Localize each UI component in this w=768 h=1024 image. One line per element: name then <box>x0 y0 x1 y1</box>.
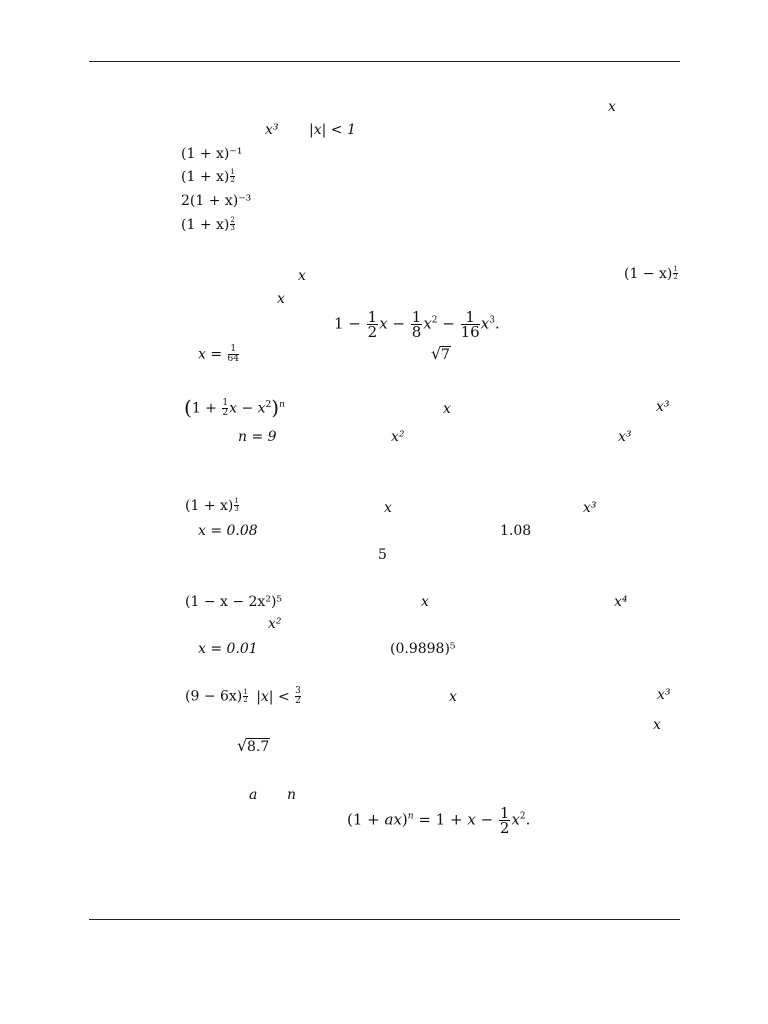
q7-n-var: n <box>287 787 297 803</box>
q1-x-var: x <box>608 99 616 115</box>
q5-x-value: x = 0.01 <box>198 641 258 657</box>
q3-x-var: x <box>443 401 451 417</box>
q2-base-expression <box>624 265 678 283</box>
q2-sqrt-7 <box>431 346 451 364</box>
q1-expression-d-base: (1 + x) <box>181 217 230 233</box>
q3-x-cubed-1: x³ <box>656 399 670 415</box>
q2-base: (1 − x) <box>624 266 673 282</box>
q4-number-5: 5 <box>378 547 387 563</box>
q4-number-108: 1.08 <box>500 523 532 539</box>
q4-x-cubed: x³ <box>583 500 597 516</box>
q6-x-var-1: x <box>449 689 457 705</box>
q5-x-fourth: x⁴ <box>614 594 628 610</box>
q6-condition-fraction: $\frac{3}{2}$ <box>295 686 301 706</box>
q6-expression <box>185 687 302 706</box>
q6-sqrt-87 <box>237 738 270 756</box>
q6-x-var-2: x <box>653 717 661 733</box>
q2-x-var-2: x <box>277 291 285 307</box>
q7-a-var: a <box>249 787 258 803</box>
q2-x-value: x = $\frac{1}{64}$ <box>198 344 239 364</box>
q1-b-exponent: $\frac{1}{2}$ <box>230 168 235 184</box>
q4-expression <box>185 497 239 515</box>
q2-series: 1 − $\frac{1}{2}$ x − $\frac{1}{8}$ $x^2$ − $\frac{1}{16}$ $x^3$. <box>334 308 500 341</box>
q5-x-squared: x² <box>268 616 282 632</box>
q2-sqrt-7-radicand: 7 <box>441 347 450 363</box>
q6-condition: |x| < <box>256 688 290 705</box>
q5-x-var: x <box>421 594 429 610</box>
q1-x-cubed: x³ <box>265 122 279 138</box>
q3-x-cubed-2: x³ <box>618 429 632 445</box>
header-rule <box>89 61 680 62</box>
q2-x-var-1: x <box>298 268 306 284</box>
q2-exponent: $\frac{1}{2}$ <box>673 265 678 281</box>
q3-expression: (1 + $\frac{1}{2}$ $x - x^2)^n$ <box>184 395 285 420</box>
q4-base: (1 + x) <box>185 498 234 514</box>
q5-power-value: (0.9898)⁵ <box>390 641 456 657</box>
q2-x-eq: x = <box>198 346 223 363</box>
q6-sqrt-87-radicand: 8.7 <box>247 739 270 755</box>
q1-expression-d <box>181 216 235 234</box>
q1-expression-c: 2(1 + x)⁻³ <box>181 193 252 209</box>
q1-expression-b <box>181 168 235 186</box>
footer-rule <box>89 919 680 920</box>
q6-x-cubed: x³ <box>657 687 671 703</box>
q1-d-exponent: $\frac{2}{3}$ <box>230 216 235 232</box>
q6-exponent: $\frac{1}{2}$ <box>243 687 248 704</box>
q4-exponent: $\frac{1}{3}$ <box>234 497 239 513</box>
q3-n-value: n = 9 <box>238 429 277 445</box>
q6-base: (9 − 6x) <box>185 688 243 705</box>
q4-x-var: x <box>384 500 392 516</box>
q5-expression: (1 − x − 2x²)⁵ <box>185 594 283 610</box>
q4-x-value: x = 0.08 <box>198 523 258 539</box>
q1-expression-a: (1 + x)⁻¹ <box>181 146 243 162</box>
q7-equation: (1 + ax)$^n$ = 1 + x − $\frac{1}{2}$ $x^2$. <box>347 804 531 837</box>
q1-expression-b-base: (1 + x) <box>181 169 230 185</box>
q1-abs-condition: |x| < 1 <box>309 122 356 138</box>
q3-x-squared: x² <box>391 429 405 445</box>
